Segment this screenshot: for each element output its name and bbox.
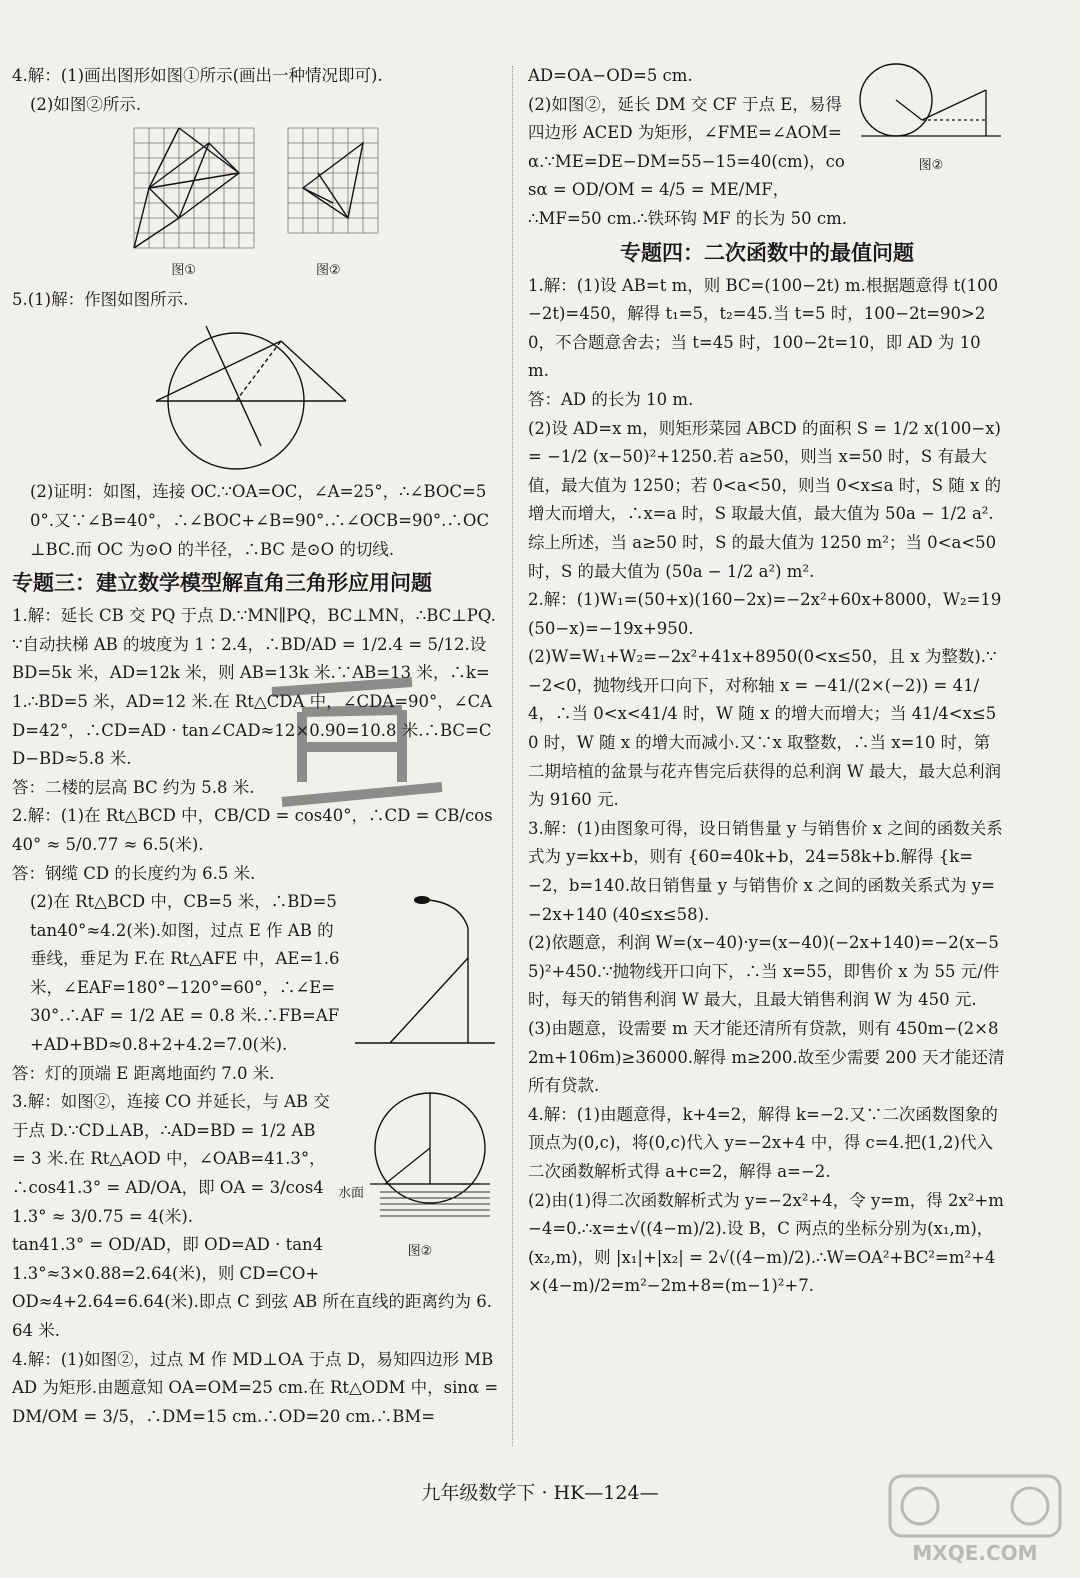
s4-answer-3-part1: 3.解：(1)由图象可得，设日销售量 y 与销售价 x 之间的函数关系式为 y=kx+b，则有 {60=40k+b，24=58k+b.解得 {k=−2，b=140.故日销售量 y 与销售价 x 之间的函数关系式为 y=−2x+140 (40≤x≤58).	[528, 818, 1003, 924]
ring-hook-caption: 图②	[918, 157, 944, 173]
s3-answer-4-part1: 4.解：(1)如图②，过点 M 作 MD⊥OA 于点 D，易知四边形 MBAD 为矩形.由题意知 OA=OM=25 cm.在 Rt△ODM 中，sinα = DM/OM = 3/5，∴DM=15 cm.∴OD=20 cm.∴BM=	[12, 1349, 499, 1426]
grid-captions	[12, 257, 500, 286]
s4-answer-4-part1: 4.解：(1)由题意得，k+4=2，解得 k=−2.又∵二次函数图象的顶点为(0,c)，将(0,c)代入 y=−2x+4 中，得 c=4.把(1,2)代入二次函数解析式得 a+c=2，解得 a=−2.	[528, 1104, 998, 1181]
answer-4-part1: 4.解：(1)画出图形如图①所示(画出一种情况即可).	[12, 66, 383, 85]
answer-5-part2: (2)证明：如图，连接 OC.∵OA=OC，∠A=25°，∴∠BOC=50°.又∵∠B=40°，∴∠BOC+∠B=90°.∴∠OCB=90°.∴OC⊥BC.而 OC 为⊙O 的半径，∴BC 是⊙O 的切线.	[30, 482, 490, 559]
watermark-text: MXQE.COM	[912, 1541, 1038, 1565]
watermark-logo	[880, 1468, 1070, 1568]
grid-figure-2	[283, 123, 383, 261]
s4-answer-2-part2: (2)W=W₁+W₂=−2x²+41x+8950(0<x≤50，且 x 为整数).∵−2<0，抛物线开口向下，对称轴 x = −41/(2×(−2)) = 41/4，∴当 0<x<41/4 时，W 随 x 的增大而增大；当 41/4<x≤50 时，W 随 x 的增大而减小.又∵x 取整数，∴当 x=10 时，第二期培植的盆景与花卉售完后获得的总利润 W 最大，最大总利润为 9160 元.	[528, 647, 1001, 810]
s3-answer-1-conclusion: 答：二楼的层高 BC 约为 5.8 米.	[12, 777, 255, 797]
right-column	[528, 62, 1006, 1301]
fig2-caption: 图②	[316, 263, 341, 279]
streetlamp-figure	[350, 888, 500, 1058]
answer-5-part1: 5.(1)解：作图如图所示.	[12, 289, 189, 309]
water-figure	[340, 1088, 500, 1266]
s4-answer-2-part1: 2.解：(1)W₁=(50+x)(160−2x)=−2x²+60x+8000，W₂=19(50−x)=−19x+950.	[528, 590, 1002, 638]
s4-answer-1-part2: (2)设 AD=x m，则矩形菜园 ABCD 的面积 S = 1/2 x(100−x) = −1/2 (x−50)²+1250.若 a≥50，则当 x=50 时，S 有最大值，最大值为 1250；若 0<a<50，则当 0<x≤a 时，S 随 x 的增大而增大，∴x=a 时，S 取最大值，最大值为 50a − 1/2 a².综上所述，当 a≥50 时，S 的最大值为 1250 m²；当 0<a<50 时，S 的最大值为 (50a − 1/2 a²) m².	[528, 418, 1002, 581]
r-answer-4-tail: AD=OA−OD=5 cm.	[528, 66, 693, 85]
r-answer-4-part2: (2)如图②，延长 DM 交 CF 于点 E，易得四边形 ACED 为矩形，∠FME=∠AOM=α.∵ME=DE−DM=55−15=40(cm)，cosα = OD/OM = 4/5 = ME/MF，	[528, 94, 845, 200]
r-answer-4-conclusion: ∴MF=50 cm.∴铁环钩 MF 的长为 50 cm.	[528, 208, 847, 228]
answer-4-part2: (2)如图②所示.	[30, 94, 142, 114]
section3-title: 专题三：建立数学模型解直角三角形应用问题	[12, 571, 432, 596]
fig1-caption: 图①	[171, 263, 196, 279]
column-divider	[512, 66, 513, 1446]
s3-answer-2-part2: (2)在 Rt△BCD 中，CB=5 米，∴BD=5tan40°≈4.2(米).如图，过点 E 作 AB 的垂线，垂足为 F.在 Rt△AFE 中，AE=1.6 米，∠EAF=180°−120°=60°，∴∠E=30°.∴AF = 1/2 AE = 0.8 米.∴FB=AF+AD+BD≈0.8+2+4.2=7.0(米).	[30, 892, 340, 1055]
page-footer: 九年级数学下 · HK—124—	[421, 1482, 659, 1504]
circle-tangent-figure	[146, 316, 366, 476]
ring-hook-figure	[856, 62, 1006, 180]
s3-answer-2-part1: 2.解：(1)在 Rt△BCD 中，CB/CD = cos40°，∴CD = CB/cos40° ≈ 5/0.77 ≈ 6.5(米).	[12, 806, 493, 854]
water-figure-caption: 图②	[407, 1243, 433, 1259]
s3-answer-3-part2: tan41.3° = OD/AD，即 OD=AD · tan41.3°≈3×0.88=2.64(米)，则 CD=CO+OD≈4+2.64=6.64(米).即点 C 到弦 AB 所在直线的距离约为 6.64 米.	[12, 1235, 492, 1340]
s3-answer-1: 1.解：延长 CB 交 PQ 于点 D.∵MN∥PQ，BC⊥MN，∴BC⊥PQ.∵自动扶梯 AB 的坡度为 1∶2.4，∴BD/AD = 1/2.4 = 5/12.设 BD=5k 米，AD=12k 米，则 AB=13k 米.∵AB=13 米，∴k=1.∴BD=5 米，AD=12 米.在 Rt△CDA 中，∠CDA=90°，∠CAD=42°，∴CD=AD · tan∠CAD≈12×0.90=10.8 米.∴BC=CD−BD≈5.8 米.	[12, 606, 496, 769]
s4-answer-1-part1: 1.解：(1)设 AB=t m，则 BC=(100−2t) m.根据题意得 t(100−2t)=450，解得 t₁=5，t₂=45.当 t=5 时，100−2t=90>20，不合题意舍去；当 t=45 时，100−2t=10，即 AD 为 10 m.	[528, 275, 999, 381]
s4-answer-3-part3: (3)由题意，设需要 m 天才能还清所有贷款，则有 450m−(2×82m+106m)≥36000.解得 m≥200.故至少需要 200 天才能还清所有贷款.	[528, 1019, 1005, 1096]
s3-answer-2-conclusion: 答：钢缆 CD 的长度约为 6.5 米.	[12, 863, 256, 883]
s4-answer-3-part2: (2)依题意，利润 W=(x−40)·y=(x−40)(−2x+140)=−2(x−55)²+450.∵抛物线开口向下，∴当 x=55，即售价 x 为 55 元/件时，每天的销售利润 W 最大，且最大销售利润 W 为 450 元.	[528, 933, 1000, 1010]
section4-title: 专题四：二次函数中的最值问题	[620, 240, 914, 265]
water-label: 水面	[338, 1185, 365, 1201]
s3-answer-2-conclusion-b: 答：灯的顶端 E 距离地面约 7.0 米.	[12, 1063, 275, 1083]
grid-figure-1	[129, 123, 259, 261]
s4-answer-1-conclusion: 答：AD 的长为 10 m.	[528, 389, 694, 409]
grid-figures	[12, 123, 500, 261]
s4-answer-4-part2: (2)由(1)得二次函数解析式为 y=−2x²+4，令 y=m，得 2x²+m−4=0.∴x=±√((4−m)/2).设 B，C 两点的坐标分别为(x₁,m)，(x₂,m)，则 |x₁|+|x₂| = 2√((4−m)/2).∴W=OA²+BC²=m²+4×(4−m)/2=m²−2m+8=(m−1)²+7.	[528, 1190, 1004, 1296]
ring-hook-svg	[856, 62, 1006, 142]
s3-answer-3-part1: 3.解：如图②，连接 CO 并延长，与 AB 交于点 D.∵CD⊥AB，∴AD=BD = 1/2 AB = 3 米.在 Rt△AOD 中，∠OAB=41.3°，∴cos41.3° = AD/OA，即 OA = 3/cos41.3° ≈ 3/0.75 = 4(米).	[12, 1092, 330, 1226]
stamp-overlay	[262, 672, 452, 822]
